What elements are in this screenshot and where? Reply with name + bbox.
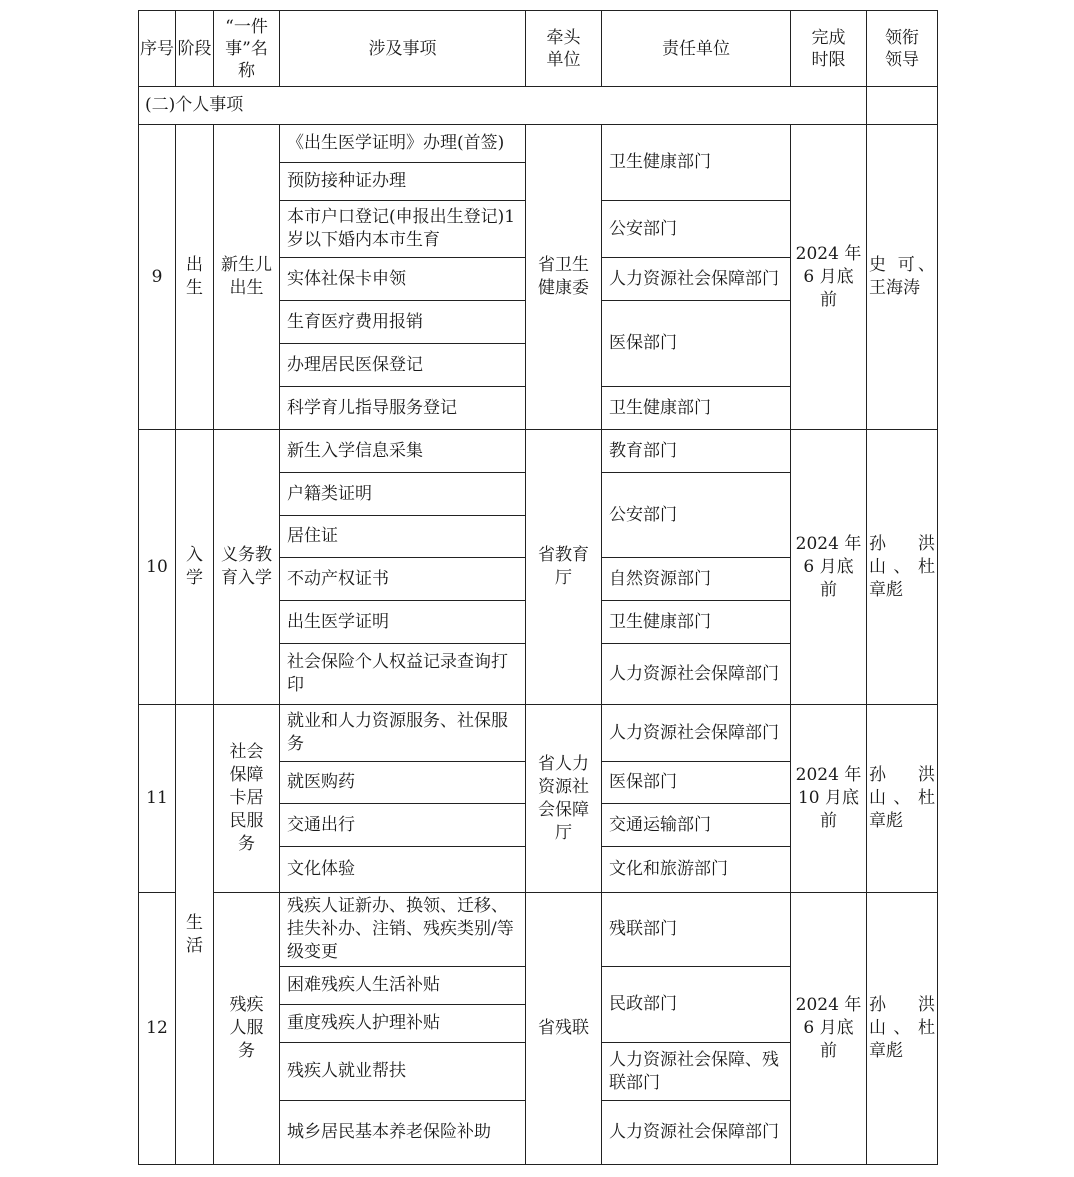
header-deadline: 完成时限: [791, 11, 867, 87]
lead-unit: 省人力资源社会保障厅: [526, 705, 602, 893]
leaders: 孙洪山、杜章彪: [867, 705, 938, 893]
leaders: 史 可、王海涛: [867, 125, 938, 430]
resp-unit: 医保部门: [602, 301, 791, 387]
header-stage: 阶段: [176, 11, 214, 87]
document-page: [138, 10, 938, 1165]
item-cell: 科学育儿指导服务登记: [280, 387, 526, 430]
item-cell: 残疾人就业帮扶: [280, 1043, 526, 1101]
header-resp-units: 责任单位: [602, 11, 791, 87]
resp-unit: 文化和旅游部门: [602, 847, 791, 893]
resp-unit: 教育部门: [602, 430, 791, 473]
group-name: 社会保障卡居民服务: [214, 705, 280, 893]
lead-unit: 省教育厅: [526, 430, 602, 705]
resp-unit: 公安部门: [602, 473, 791, 558]
resp-unit: 卫生健康部门: [602, 601, 791, 644]
item-cell: 就医购药: [280, 762, 526, 804]
resp-unit: 卫生健康部门: [602, 387, 791, 430]
section-row: [139, 87, 938, 125]
item-cell: 残疾人证新办、换领、迁移、挂失补办、注销、残疾类别/等级变更: [280, 893, 526, 967]
item-cell: 就业和人力资源服务、社保服务: [280, 705, 526, 762]
item-cell: 交通出行: [280, 804, 526, 847]
header-no: 序号: [139, 11, 176, 87]
item-cell: 《出生医学证明》办理(首签): [280, 125, 526, 163]
header-thing: “一件事”名称: [214, 11, 280, 87]
header-lead-unit: 牵头单位: [526, 11, 602, 87]
group-no: 9: [139, 125, 176, 430]
item-cell: 新生入学信息采集: [280, 430, 526, 473]
item-cell: 居住证: [280, 516, 526, 558]
deadline: 2024 年 6 月底前: [791, 893, 867, 1165]
table-row: [139, 705, 938, 762]
matters-table: [138, 10, 938, 1165]
resp-unit: 交通运输部门: [602, 804, 791, 847]
header-row: [139, 11, 938, 87]
section-title: (二)个人事项: [139, 87, 867, 125]
item-cell: 文化体验: [280, 847, 526, 893]
group-no: 11: [139, 705, 176, 893]
item-cell: 本市户口登记(申报出生登记)1 岁以下婚内本市生育: [280, 201, 526, 258]
item-cell: 预防接种证办理: [280, 163, 526, 201]
deadline: 2024 年 6 月底前: [791, 125, 867, 430]
resp-unit: 残联部门: [602, 893, 791, 967]
group-name: 新生儿出生: [214, 125, 280, 430]
deadline: 2024 年 6 月底前: [791, 430, 867, 705]
leaders: 孙洪山、杜章彪: [867, 430, 938, 705]
resp-unit: 人力资源社会保障部门: [602, 1101, 791, 1165]
resp-unit: 人力资源社会保障部门: [602, 644, 791, 705]
item-cell: 生育医疗费用报销: [280, 301, 526, 344]
resp-unit: 人力资源社会保障部门: [602, 258, 791, 301]
resp-unit: 人力资源社会保障部门: [602, 705, 791, 762]
section-blank: [867, 87, 938, 125]
resp-unit: 自然资源部门: [602, 558, 791, 601]
lead-unit: 省卫生健康委: [526, 125, 602, 430]
table-row: [139, 893, 938, 967]
item-cell: 户籍类证明: [280, 473, 526, 516]
resp-unit: 民政部门: [602, 967, 791, 1043]
header-items: 涉及事项: [280, 11, 526, 87]
table-row: [139, 430, 938, 473]
group-no: 10: [139, 430, 176, 705]
resp-unit: 公安部门: [602, 201, 791, 258]
item-cell: 重度残疾人护理补贴: [280, 1005, 526, 1043]
item-cell: 出生医学证明: [280, 601, 526, 644]
table-row: [139, 125, 938, 163]
group-stage: 出生: [176, 125, 214, 430]
item-cell: 办理居民医保登记: [280, 344, 526, 387]
header-leaders: 领衔领导: [867, 11, 938, 87]
resp-unit: 人力资源社会保障、残联部门: [602, 1043, 791, 1101]
leaders: 孙洪山、杜章彪: [867, 893, 938, 1165]
item-cell: 社会保险个人权益记录查询打印: [280, 644, 526, 705]
resp-unit: 卫生健康部门: [602, 125, 791, 201]
item-cell: 实体社保卡申领: [280, 258, 526, 301]
group-stage: 入学: [176, 430, 214, 705]
deadline: 2024 年 10 月底前: [791, 705, 867, 893]
group-no: 12: [139, 893, 176, 1165]
group-stage: 生活: [176, 705, 214, 1165]
item-cell: 不动产权证书: [280, 558, 526, 601]
group-name: 残疾人服务: [214, 893, 280, 1165]
resp-unit: 医保部门: [602, 762, 791, 804]
item-cell: 困难残疾人生活补贴: [280, 967, 526, 1005]
item-cell: 城乡居民基本养老保险补助: [280, 1101, 526, 1165]
lead-unit: 省残联: [526, 893, 602, 1165]
group-name: 义务教育入学: [214, 430, 280, 705]
